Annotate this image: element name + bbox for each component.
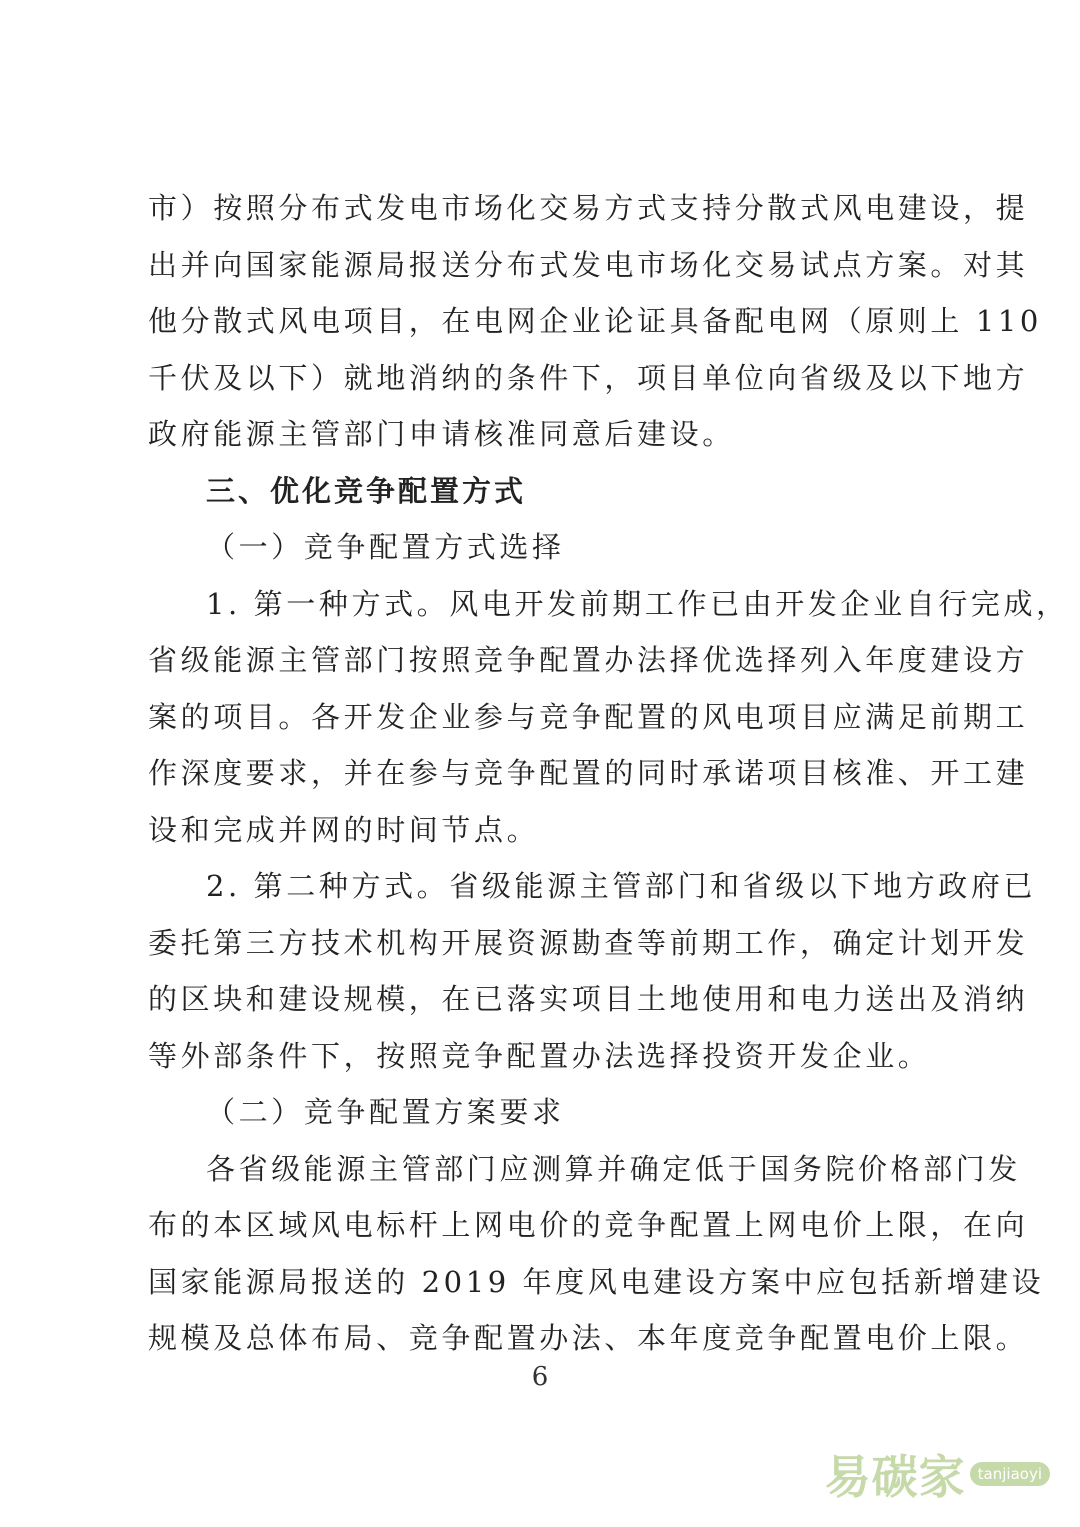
- watermark-logo: [825, 1441, 1050, 1507]
- paragraph-line: 政府能源主管部门申请核准同意后建设。: [148, 417, 735, 451]
- paragraph-line: 各省级能源主管部门应测算并确定低于国务院价格部门发: [206, 1151, 1022, 1186]
- paragraph-line: 出并向国家能源局报送分布式发电市场化交易试点方案。对其: [148, 247, 1029, 282]
- item-line: 2. 第二种方式。省级能源主管部门和省级以下地方政府已: [206, 869, 1037, 903]
- document-body: [148, 180, 1069, 1367]
- paragraph-line: 市）按照分布式发电市场化交易方式支持分散式风电建设，提: [148, 191, 1029, 225]
- paragraph-line: 布的本区域风电标杆上网电价的竞争配置上网电价上限，在向: [148, 1208, 1029, 1242]
- subheading: （二）竞争配置方案要求: [206, 1095, 565, 1129]
- item-line: 1. 第一种方式。风电开发前期工作已由开发企业自行完成，: [206, 586, 1069, 621]
- subheading: （一）竞争配置方式选择: [206, 530, 565, 564]
- paragraph-line: 规模及总体布局、竞争配置办法、本年度竞争配置电价上限。: [148, 1321, 1029, 1355]
- item-line: 委托第三方技术机构开展资源勘查等前期工作，确定计划开发: [148, 925, 1029, 960]
- paragraph-line: 千伏及以下）就地消纳的条件下，项目单位向省级及以下地方: [148, 360, 1029, 395]
- item-line: 案的项目。各开发企业参与竞争配置的风电项目应满足前期工: [148, 699, 1029, 734]
- item-line: 设和完成并网的时间节点。: [148, 812, 540, 847]
- paragraph-line: 他分散式风电项目，在电网企业论证具备配电网（原则上 110: [148, 304, 1042, 338]
- page-number: 6: [531, 1362, 549, 1392]
- item-line: 的区块和建设规模，在已落实项目土地使用和电力送出及消纳: [148, 982, 1029, 1016]
- watermark-logo-text: 易碳家: [824, 1450, 966, 1504]
- section-heading: 三、优化竞争配置方式: [206, 473, 527, 508]
- item-line: 等外部条件下，按照竞争配置办法选择投资开发企业。: [148, 1038, 931, 1073]
- item-line: 作深度要求，并在参与竞争配置的同时承诺项目核准、开工建: [148, 756, 1029, 790]
- watermark-url: tanjiaoyi: [970, 1462, 1050, 1486]
- item-line: 省级能源主管部门按照竞争配置办法择优选择列入年度建设方: [148, 643, 1029, 677]
- paragraph-line: 国家能源局报送的 2019 年度风电建设方案中应包括新增建设: [148, 1264, 1045, 1299]
